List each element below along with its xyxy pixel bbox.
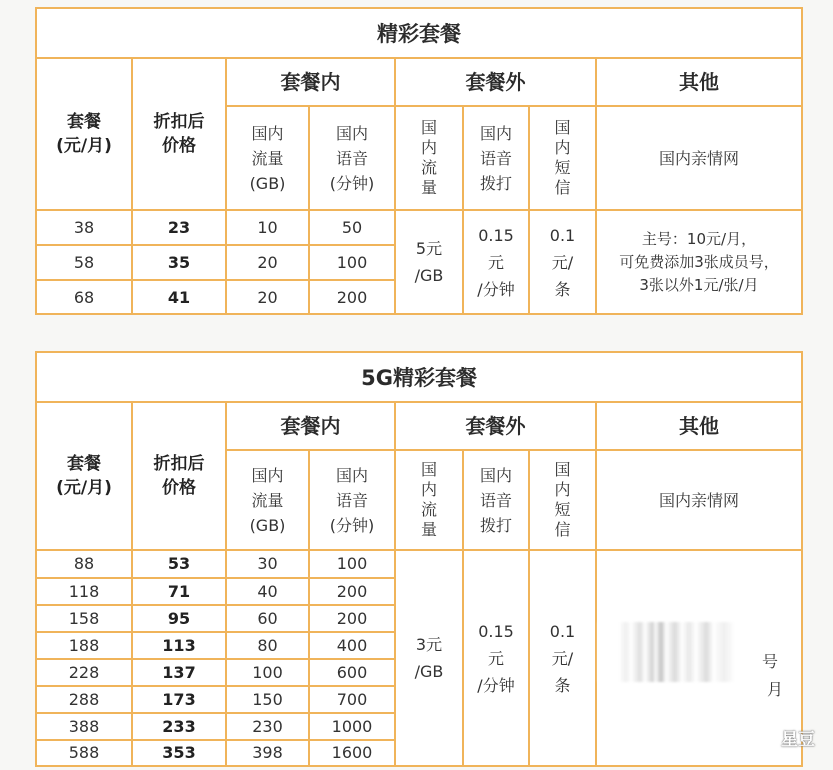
discount-header: 折扣后 价格 (132, 402, 226, 550)
data-amount: 150 (226, 686, 309, 713)
discount-price: 53 (132, 550, 226, 577)
package-price: 288 (36, 686, 132, 713)
out-call-header: 国内 语音 拨打 (463, 450, 529, 550)
out-data-header: 国 内 流 量 (395, 450, 463, 550)
out-call-rate: 0.15 元 /分钟 (463, 210, 529, 314)
package-price: 58 (36, 245, 132, 280)
in-voice-header: 国内 语音 (分钟) (309, 106, 395, 210)
data-amount: 80 (226, 632, 309, 659)
table-row (36, 550, 802, 577)
outside-header: 套餐外 (395, 402, 596, 450)
inside-header: 套餐内 (226, 58, 395, 106)
package-price: 68 (36, 280, 132, 314)
family-network-header: 国内亲情网 (596, 450, 802, 550)
package-header: 套餐 (元/月) (36, 58, 132, 210)
voice-minutes: 600 (309, 659, 395, 686)
in-data-header: 国内 流量 (GB) (226, 450, 309, 550)
in-data-header: 国内 流量 (GB) (226, 106, 309, 210)
package-price: 588 (36, 740, 132, 766)
voice-minutes: 700 (309, 686, 395, 713)
discount-price: 95 (132, 605, 226, 632)
table-title: 5G精彩套餐 (36, 352, 802, 402)
package-price: 388 (36, 713, 132, 740)
data-amount: 30 (226, 550, 309, 577)
out-sms-rate: 0.1 元/ 条 (529, 210, 596, 314)
voice-minutes: 100 (309, 550, 395, 577)
voice-minutes: 1600 (309, 740, 395, 766)
table-row (36, 210, 802, 245)
discount-header: 折扣后 价格 (132, 58, 226, 210)
family-network-header: 国内亲情网 (596, 106, 802, 210)
voice-minutes: 400 (309, 632, 395, 659)
discount-price: 173 (132, 686, 226, 713)
in-voice-header: 国内 语音 (分钟) (309, 450, 395, 550)
voice-minutes: 50 (309, 210, 395, 245)
voice-minutes: 100 (309, 245, 395, 280)
data-amount: 40 (226, 578, 309, 605)
voice-minutes: 200 (309, 605, 395, 632)
data-amount: 60 (226, 605, 309, 632)
discount-price: 353 (132, 740, 226, 766)
blurred-region (598, 622, 773, 682)
package-header: 套餐 (元/月) (36, 402, 132, 550)
out-sms-header: 国 内 短 信 (529, 106, 596, 210)
out-data-header: 国 内 流 量 (395, 106, 463, 210)
blurred-text-fragment: 号 (762, 652, 779, 671)
data-amount: 10 (226, 210, 309, 245)
data-amount: 20 (226, 280, 309, 314)
discount-price: 35 (132, 245, 226, 280)
data-amount: 398 (226, 740, 309, 766)
outside-header: 套餐外 (395, 58, 596, 106)
data-amount: 100 (226, 659, 309, 686)
discount-price: 23 (132, 210, 226, 245)
out-sms-header: 国 内 短 信 (529, 450, 596, 550)
discount-price: 233 (132, 713, 226, 740)
out-sms-rate: 0.1 元/ 条 (529, 550, 596, 766)
package-price: 188 (36, 632, 132, 659)
family-network-note: 主号：10元/月， 可免费添加3张成员号， 3张以外1元/张/月 (596, 210, 802, 314)
package-price: 88 (36, 550, 132, 577)
out-data-rate: 3元 /GB (395, 550, 463, 766)
discount-price: 113 (132, 632, 226, 659)
watermark: 星豆 (781, 730, 815, 750)
out-call-rate: 0.15 元 /分钟 (463, 550, 529, 766)
voice-minutes: 200 (309, 280, 395, 314)
out-data-rate: 5元 /GB (395, 210, 463, 314)
other-header: 其他 (596, 58, 802, 106)
blurred-text-fragment: 月 (767, 680, 784, 699)
data-amount: 230 (226, 713, 309, 740)
table-title: 精彩套餐 (36, 8, 802, 58)
package-price: 158 (36, 605, 132, 632)
discount-price: 137 (132, 659, 226, 686)
voice-minutes: 200 (309, 578, 395, 605)
discount-price: 41 (132, 280, 226, 314)
data-amount: 20 (226, 245, 309, 280)
out-call-header: 国内 语音 拨打 (463, 106, 529, 210)
plan-table-basic (35, 7, 803, 315)
other-header: 其他 (596, 402, 802, 450)
inside-header: 套餐内 (226, 402, 395, 450)
package-price: 118 (36, 578, 132, 605)
discount-price: 71 (132, 578, 226, 605)
voice-minutes: 1000 (309, 713, 395, 740)
package-price: 38 (36, 210, 132, 245)
package-price: 228 (36, 659, 132, 686)
plan-table-5g (35, 351, 803, 767)
